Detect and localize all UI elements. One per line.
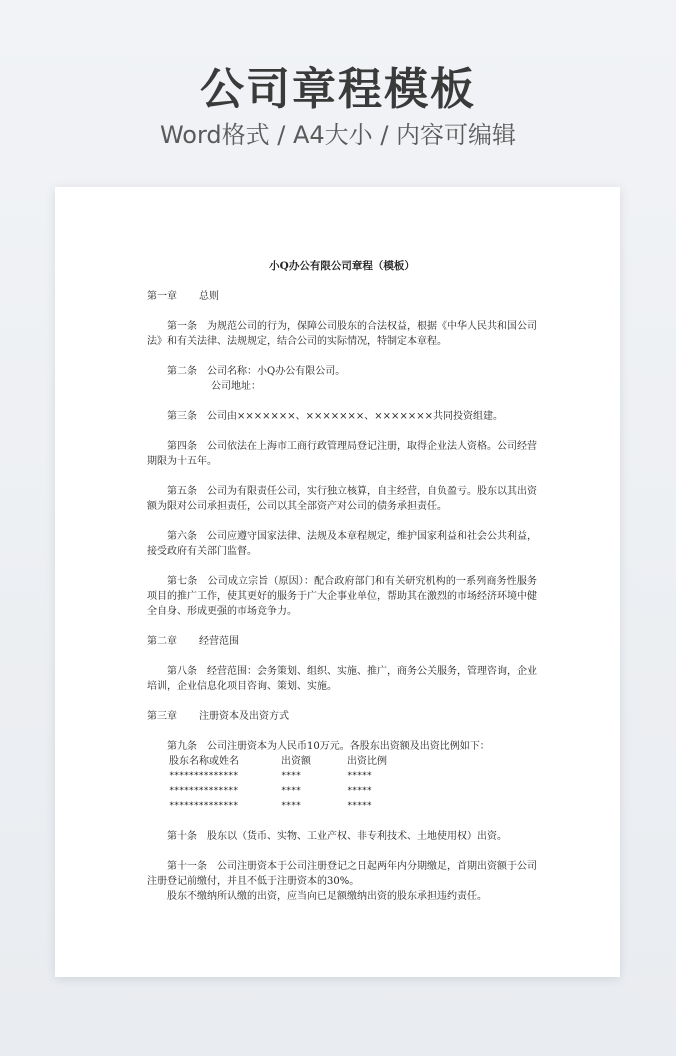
table-header-cell: 股东名称或姓名 xyxy=(169,756,239,767)
document-page xyxy=(55,187,620,977)
table-row xyxy=(169,799,427,814)
table-cell: ************** xyxy=(169,771,238,781)
page-title: 公司章程模板 xyxy=(200,64,476,115)
article-9: 第九条 公司注册资本为人民币10万元。各股东出资额及出资比例如下： xyxy=(167,741,490,752)
article-2: 第二条 公司名称：小Q办公有限公司。 xyxy=(167,366,346,377)
article-7: 第七条 公司成立宗旨（原因）：配合政府部门和有关研究机构的一系列商务性服务项目的推广工作，使其更好的服务于广大企事业单位，帮助其在激烈的市场经济环境中健全自身、形成更强的市场竞争力。 xyxy=(147,576,537,617)
table-cell: ************** xyxy=(169,786,238,796)
chapter-name: 注册资本及出资方式 xyxy=(199,711,289,722)
article-1: 第一条 为规范公司的行为，保障公司股东的合法权益，根据《中华人民共和国公司法》和有关法律、法规规定，结合公司的实际情况，特制定本章程。 xyxy=(147,321,537,347)
table-header-cell: 出资额 xyxy=(281,756,311,767)
document-title: 小Q办公有限公司章程（模板） xyxy=(269,260,415,272)
table-cell: ***** xyxy=(347,786,372,796)
table-row xyxy=(169,769,427,784)
chapter-number: 第一章 xyxy=(147,291,177,302)
article-3: 第三条 公司由×××××××、×××××××、×××××××共同投资组建。 xyxy=(167,411,503,422)
chapter-name: 经营范围 xyxy=(199,636,239,647)
article-5: 第五条 公司为有限责任公司，实行独立核算，自主经营，自负盈亏。股东以其出资额为限对公司承担责任，公司以其全部资产对公司的债务承担责任。 xyxy=(147,486,537,512)
table-row xyxy=(169,784,427,799)
table-cell: ************** xyxy=(169,801,238,811)
table-cell: **** xyxy=(281,786,301,796)
chapter-heading xyxy=(147,634,537,649)
table-cell: **** xyxy=(281,771,301,781)
table-cell: **** xyxy=(281,801,301,811)
chapter-number: 第二章 xyxy=(147,636,177,647)
article-4: 第四条 公司依法在上海市工商行政管理局登记注册，取得企业法人资格。公司经营期限为十五年。 xyxy=(147,441,537,467)
article-11-extra: 股东不缴纳所认缴的出资，应当向已足额缴纳出资的股东承担违约责任。 xyxy=(167,891,487,902)
article-10: 第十条 股东以（货币、实物、工业产权、非专利技术、土地使用权）出资。 xyxy=(167,831,507,842)
table-header-cell: 出资比例 xyxy=(347,756,387,767)
page-subtitle: Word格式 / A4大小 / 内容可编辑 xyxy=(159,121,517,149)
document-body xyxy=(147,259,537,904)
shareholder-table xyxy=(169,754,427,814)
article-8: 第八条 经营范围：会务策划、组织、实施、推广，商务公关服务，管理咨询，企业培训，企业信息化项目咨询、策划、实施。 xyxy=(147,666,537,692)
table-cell: ***** xyxy=(347,801,372,811)
table-cell: ***** xyxy=(347,771,372,781)
table-header-row xyxy=(169,754,427,769)
article-2-address: 公司地址： xyxy=(211,381,261,392)
chapter-heading xyxy=(147,709,537,724)
chapter-heading xyxy=(147,289,537,304)
article-11: 第十一条 公司注册资本于公司注册登记之日起两年内分期缴足，首期出资额于公司注册登记前缴付，并且不低于注册资本的30%。 xyxy=(147,861,537,887)
article-6: 第六条 公司应遵守国家法律、法规及本章程规定，维护国家利益和社会公共利益，接受政府有关部门监督。 xyxy=(147,531,537,557)
chapter-name: 总则 xyxy=(199,291,219,302)
chapter-number: 第三章 xyxy=(147,711,177,722)
